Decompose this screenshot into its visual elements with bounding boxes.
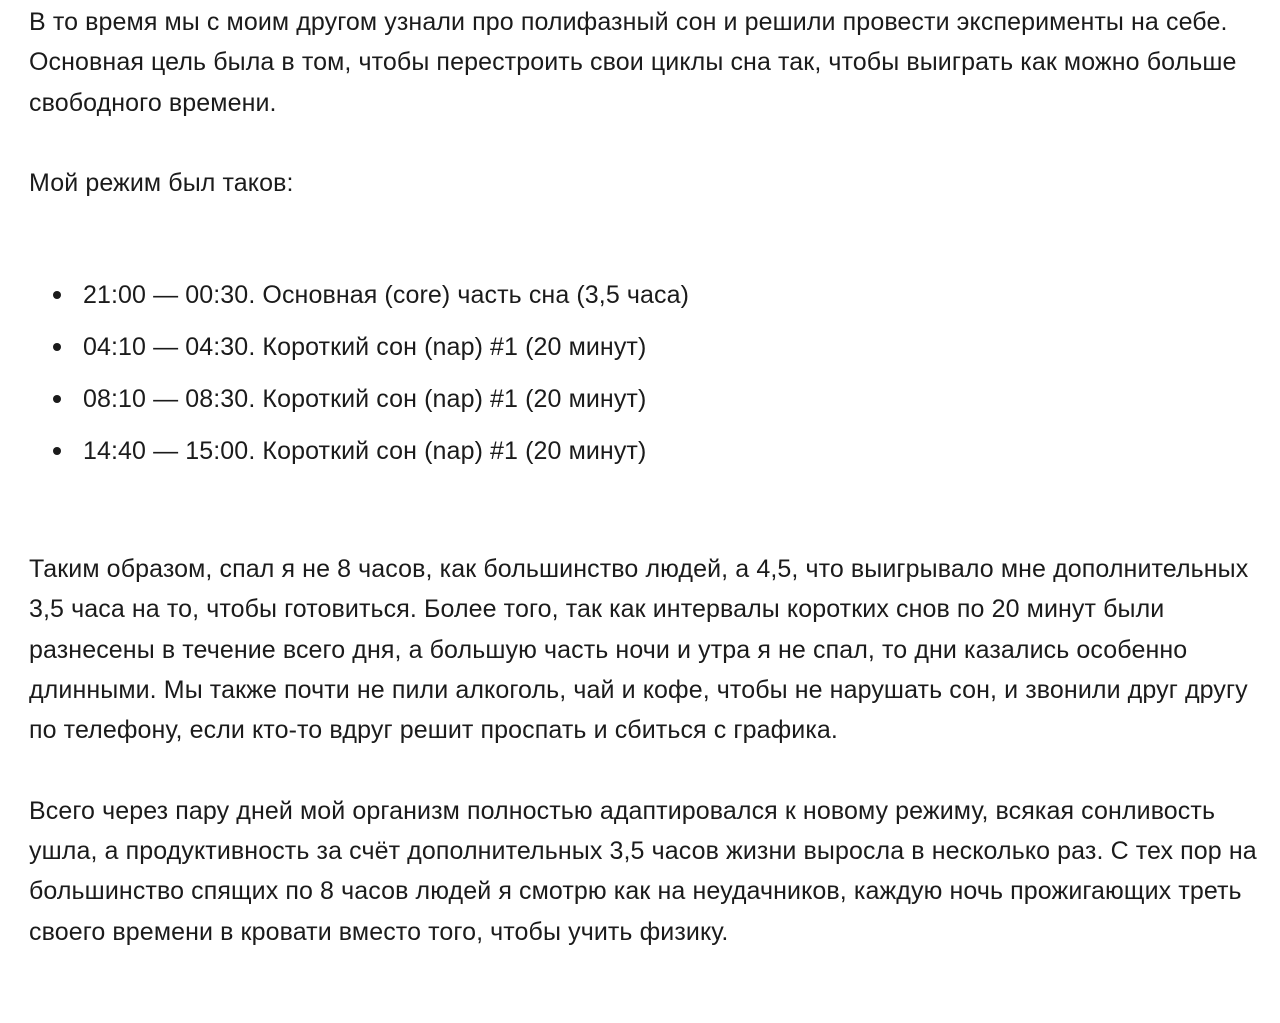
regime-label: Мой режим был таков: bbox=[29, 168, 294, 197]
bullet-icon bbox=[53, 291, 61, 299]
summary-paragraph: Таким образом, спал я не 8 часов, как большинство людей, а 4,5, что выигрывало мне дополнительных 3,5 часа на то, чтобы готовиться. Более того, так как интервалы коротких снов по 20 минут были разнесены в течение всего дня, а большую часть ночи и утра я не спал, то дни казались особенно длинными. Мы также почти не пили алкоголь, чай и кофе, чтобы не нарушать сон, и звонили друг другу по телефону, если кто-то вдруг решит проспать и сбиться с графика. bbox=[29, 555, 1249, 745]
bullet-icon bbox=[53, 395, 61, 403]
sleep-schedule-list bbox=[29, 269, 1272, 477]
schedule-item-text: 21:00 — 00:30. Основная (core) часть сна (3,5 часа) bbox=[83, 281, 690, 310]
schedule-item-text: 08:10 — 08:30. Короткий сон (nap) #1 (20 минут) bbox=[83, 385, 647, 414]
list-item bbox=[29, 269, 1272, 321]
schedule-item-text: 04:10 — 04:30. Короткий сон (nap) #1 (20 минут) bbox=[83, 333, 647, 362]
intro-paragraph: В то время мы с моим другом узнали про полифазный сон и решили провести эксперименты на себе. Основная цель была в том, чтобы перестроить свои циклы сна так, чтобы выиграть как можно больше свободного времени. bbox=[29, 8, 1237, 117]
bullet-icon bbox=[53, 447, 61, 455]
bullet-icon bbox=[53, 343, 61, 351]
list-item bbox=[29, 425, 1272, 477]
list-item bbox=[29, 373, 1272, 425]
schedule-item-text: 14:40 — 15:00. Короткий сон (nap) #1 (20 минут) bbox=[83, 437, 647, 466]
list-item bbox=[29, 321, 1272, 373]
conclusion-paragraph: Всего через пару дней мой организм полностью адаптировался к новому режиму, всякая сонливость ушла, а продуктивность за счёт дополнительных 3,5 часов жизни выросла в несколько раз. С тех пор на большинство спящих по 8 часов людей я смотрю как на неудачников, каждую ночь прожигающих треть своего времени в кровати вместо того, чтобы учить физику. bbox=[29, 796, 1257, 946]
